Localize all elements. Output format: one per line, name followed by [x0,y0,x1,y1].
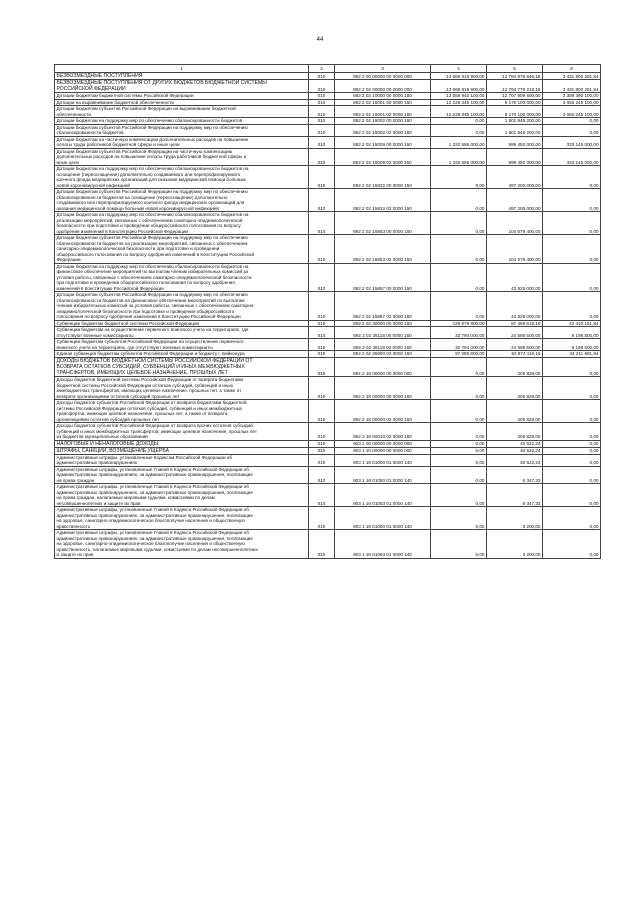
table-row [55,327,601,339]
approved-amount-cell: 0,00 [431,263,487,292]
budget-code-cell: 892 2 02 15857 02 0000 150 [335,292,431,321]
budget-code-cell: 903 1 16 01000 01 0000 140 [335,454,431,466]
unexecuted-amount-cell: 0,00 [543,507,601,530]
table-row [55,148,601,166]
table-row [55,235,601,264]
line-code-cell: 010 [309,400,335,423]
table-row [55,80,601,93]
budget-code-cell: 892 2 02 15832 02 0000 150 [335,189,431,212]
table-row [55,263,601,292]
executed-amount-cell: 999 450 000,00 [487,136,543,148]
line-code-cell: 010 [309,73,335,80]
approved-amount-cell: 13 668 819 900,00 [431,80,487,93]
approved-amount-cell: 0,00 [431,507,487,530]
income-name-cell: Субвенции бюджетам субъектов Российской Федерации на осуществление первичного воинского учета на территориях, где отсутствуют военные комиссариаты [55,339,309,351]
line-code-cell: 010 [309,136,335,148]
budget-code-cell: 903 1 00 00000 00 0000 000 [335,440,431,447]
unexecuted-amount-cell: 0,00 [543,447,601,454]
income-name-cell: Дотации бюджетам субъектов Российской Федерации на поддержку мер по обеспечению сбалансированности бюджетов на реализацию мероприятий, связанных с обеспечением санитарно-эпидемиологической безопасности при подготовке и проведении общероссийского голосования по вопросу одобрения изменений в Конституцию Российской Федерации [55,235,309,264]
income-name-cell: БЕЗВОЗМЕЗДНЫЕ ПОСТУПЛЕНИЯ [55,73,309,80]
unexecuted-amount-cell: 0,00 [543,124,601,136]
approved-amount-cell: 32 794 000,00 [431,327,487,339]
executed-amount-cell: 12 794 770 218,18 [487,80,543,93]
unexecuted-amount-cell: 0,00 [543,377,601,400]
income-name-cell: Единая субвенция бюджетам субъектов Российской Федерации и бюджету г. Байконура [55,351,309,358]
line-code-cell: 010 [309,80,335,93]
line-code-cell: 010 [309,166,335,189]
budget-code-cell: 892 2 02 15853 02 0000 150 [335,235,431,264]
table-row [55,73,601,80]
approved-amount-cell: 129 879 800,00 [431,320,487,327]
column-header: 4 [431,65,487,73]
approved-amount-cell: 0,00 [431,377,487,400]
unexecuted-amount-cell: 0,00 [543,212,601,235]
executed-amount-cell: 3 200,00 [487,530,543,559]
line-code-cell: 010 [309,447,335,454]
line-code-cell: 010 [309,454,335,466]
approved-amount-cell: 0,00 [431,235,487,264]
executed-amount-cell: 12 784 976 946,18 [487,73,543,80]
executed-amount-cell: 62 874 118,16 [487,351,543,358]
unexecuted-amount-cell: 42 410 181,84 [543,320,601,327]
line-code-cell: 010 [309,377,335,400]
table-row [55,124,601,136]
income-name-cell: Доходы бюджетов субъектов Российской Федерации от возврата бюджетами бюджетной системы Российской Федерации остатков субсидий, субвенций и иных межбюджетных трансфертов, имеющих целевое назначение, прошлых лет, а также от возврата организациями остатков субсидий прошлых лет [55,400,309,423]
unexecuted-amount-cell: 0,00 [543,440,601,447]
approved-amount-cell: 0,00 [431,423,487,441]
budget-table [54,64,601,559]
line-code-cell: 010 [309,263,335,292]
unexecuted-amount-cell: 8 198 500,00 [543,339,601,351]
unexecuted-amount-cell: 0,00 [543,400,601,423]
executed-amount-cell: 12 707 909 600,00 [487,93,543,100]
approved-amount-cell: 12 226 345 100,00 [431,99,487,106]
unexecuted-amount-cell: 333 145 000,00 [543,148,601,166]
executed-amount-cell: 999 450 000,00 [487,148,543,166]
budget-code-cell: 892 2 02 15853 00 0000 150 [335,212,431,235]
line-code-cell: 010 [309,351,335,358]
budget-code-cell: 892 2 18 00000 00 0000 000 [335,357,431,376]
line-code-cell: 010 [309,118,335,125]
income-name-cell: Дотации бюджетам на поддержку мер по обеспечению сбалансированности бюджетов [55,118,309,125]
executed-amount-cell: 205 828,00 [487,377,543,400]
unexecuted-amount-cell: 3 389 390 100,00 [543,93,601,100]
budget-code-cell: 892 2 02 15857 00 0000 150 [335,263,431,292]
budget-code-cell: 892 2 02 35118 02 0000 150 [335,339,431,351]
approved-amount-cell: 13 558 940 100,00 [431,93,487,100]
line-code-cell: 010 [309,530,335,559]
executed-amount-cell: 104 679 400,00 [487,212,543,235]
approved-amount-cell: 12 226 345 100,00 [431,106,487,118]
line-code-cell: 010 [309,106,335,118]
table-row [55,292,601,321]
approved-amount-cell: 1 332 595 000,00 [431,148,487,166]
income-name-cell: Дотации бюджетам субъектов Российской Федерации на частичную компенсацию дополнительных расходов на повышение оплаты труда работников бюджетной сферы и иные цели [55,148,309,166]
income-name-cell: Дотации бюджетам субъектов Российской Федерации на выравнивание бюджетной обеспеченности [55,106,309,118]
budget-code-cell: 892 2 02 15002 00 0000 150 [335,118,431,125]
executed-amount-cell: 205 828,00 [487,423,543,441]
budget-code-cell: 892 2 02 10000 00 0000 150 [335,93,431,100]
approved-amount-cell: 32 794 000,00 [431,339,487,351]
budget-code-cell: 892 2 02 15009 02 0000 150 [335,148,431,166]
unexecuted-amount-cell: 3 431 800 281,84 [543,80,601,93]
budget-code-cell: 892 2 02 15009 00 0000 150 [335,136,431,148]
column-number-row [55,65,601,73]
income-name-cell: Административные штрафы, установленные Главой 6 Кодекса Российской Федерации об административных правонарушениях, за административные правонарушения, посягающие на здоровье, санитарно-эпидемиологическое благополучие населения и общественную нравственность, налагаемые мировыми судьями, комиссиями по делам несовершеннолетних и защите их прав [55,530,309,559]
executed-amount-cell: 3 200,00 [487,507,543,530]
line-code-cell: 010 [309,235,335,264]
column-header: 5 [487,65,543,73]
income-name-cell: Дотации бюджетам на поддержку мер по обеспечению сбалансированности бюджетов на оснащение (переоснащение) дополнительно создаваемого или перепрофилируемого коечного фонда медицинских организаций для оказания медицинской помощи больным новой коронавирусной инфекцией [55,166,309,189]
income-name-cell: Дотации бюджетам бюджетной системы Российской Федерации [55,93,309,100]
unexecuted-amount-cell: 333 145 000,00 [543,136,601,148]
unexecuted-amount-cell: 3 431 800 281,84 [543,73,601,80]
budget-code-cell: 892 2 02 15001 02 0000 150 [335,106,431,118]
table-row [55,484,601,507]
line-code-cell: 010 [309,327,335,339]
executed-amount-cell: 40 522,24 [487,440,543,447]
line-code-cell: 010 [309,357,335,376]
approved-amount-cell: 0,00 [431,400,487,423]
page-number: 44 [316,37,324,43]
approved-amount-cell: 0,00 [431,454,487,466]
approved-amount-cell: 0,00 [431,447,487,454]
table-row [55,447,601,454]
unexecuted-amount-cell: 0,00 [543,166,601,189]
approved-amount-cell: 0,00 [431,124,487,136]
executed-amount-cell: 40 522,24 [487,447,543,454]
executed-amount-cell: 205 828,00 [487,357,543,376]
approved-amount-cell: 0,00 [431,166,487,189]
line-code-cell: 010 [309,93,335,100]
line-code-cell: 010 [309,292,335,321]
line-code-cell: 010 [309,339,335,351]
column-header: 3 [335,65,431,73]
line-code-cell: 010 [309,507,335,530]
income-name-cell: Дотации бюджетам субъектов Российской Федерации на поддержку мер по обеспечению сбалансированности бюджетов [55,124,309,136]
line-code-cell: 010 [309,440,335,447]
approved-amount-cell: 1 332 595 000,00 [431,136,487,148]
table-row [55,212,601,235]
income-name-cell: БЕЗВОЗМЕЗДНЫЕ ПОСТУПЛЕНИЯ ОТ ДРУГИХ БЮДЖЕТОВ БЮДЖЕТНОЙ СИСТЕМЫ РОССИЙСКОЙ ФЕДЕРАЦИИ [55,80,309,93]
line-code-cell: 010 [309,99,335,106]
budget-code-cell: 892 2 02 15002 02 0000 150 [335,124,431,136]
table-row [55,423,601,441]
table-row [55,440,601,447]
table-row [55,189,601,212]
approved-amount-cell: 0,00 [431,440,487,447]
unexecuted-amount-cell: 0,00 [543,530,601,559]
unexecuted-amount-cell: 0,00 [543,118,601,125]
budget-code-cell: 892 2 02 30000 00 0000 150 [335,320,431,327]
budget-code-cell: 892 2 18 00000 02 0000 150 [335,400,431,423]
executed-amount-cell: 6 347,33 [487,484,543,507]
income-name-cell: Дотации бюджетам на частичную компенсацию дополнительных расходов на повышение оплаты труда работников бюджетной сферы и иные цели [55,136,309,148]
executed-amount-cell: 9 170 100 000,00 [487,99,543,106]
approved-amount-cell: 0,00 [431,118,487,125]
income-name-cell: Доходы бюджетов бюджетной системы Российской Федерации от возврата бюджетами бюджетной системы Российской Федерации остатков субсидий, субвенций и иных межбюджетных трансфертов, имеющих целевое назначение, прошлых лет, а также от возврата организациями остатков субсидий прошлых лет [55,377,309,400]
budget-code-cell: 892 2 02 15832 00 0000 150 [335,166,431,189]
unexecuted-amount-cell: 0,00 [543,263,601,292]
budget-code-cell: 903 1 16 00000 00 0000 000 [335,447,431,454]
executed-amount-cell: 205 828,00 [487,400,543,423]
executed-amount-cell: 43 925 000,00 [487,263,543,292]
table-row [55,339,601,351]
income-name-cell: Административные штрафы, установленные Главой 5 Кодекса Российской Федерации об административных правонарушениях, за административные правонарушения, посягающие на права граждан, налагаемые мировыми судьями, комиссиями по делам несовершеннолетних и защите их прав [55,484,309,507]
budget-code-cell: 903 1 16 01060 01 0000 140 [335,507,431,530]
unexecuted-amount-cell: 0,00 [543,357,601,376]
table-row [55,466,601,484]
table-row [55,136,601,148]
unexecuted-amount-cell: 0,00 [543,235,601,264]
executed-amount-cell: 87 469 618,16 [487,320,543,327]
unexecuted-amount-cell: 0,00 [543,484,601,507]
income-name-cell: Административные штрафы, установленные Главой 5 Кодекса Российской Федерации об административных правонарушениях, за административные правонарушения, посягающие на права граждан [55,466,309,484]
budget-code-cell: 903 1 16 01053 01 0000 140 [335,484,431,507]
income-name-cell: Доходы бюджетов субъектов Российской Федерации от возврата прочих остатков субсидий, субвенций и иных межбюджетных трансфертов, имеющих целевое назначение, прошлых лет из бюджетов муниципальных образований [55,423,309,441]
line-code-cell: 010 [309,212,335,235]
line-code-cell: 010 [309,484,335,507]
unexecuted-amount-cell: 3 056 245 100,00 [543,106,601,118]
executed-amount-cell: 6 347,33 [487,466,543,484]
executed-amount-cell: 497 200 000,00 [487,166,543,189]
budget-code-cell: 892 2 18 60010 02 0000 150 [335,423,431,441]
table-row [55,357,601,376]
executed-amount-cell: 1 901 946 200,00 [487,124,543,136]
income-name-cell: Субвенции бюджетам бюджетной системы Российской Федерации [55,320,309,327]
approved-amount-cell: 0,00 [431,357,487,376]
unexecuted-amount-cell: 34 211 681,84 [543,351,601,358]
executed-amount-cell: 43 925 000,00 [487,292,543,321]
approved-amount-cell: 0,00 [431,530,487,559]
table-row [55,400,601,423]
income-name-cell: Административные штрафы, установленные Главой 6 Кодекса Российской Федерации об административных правонарушениях, за административные правонарушения, посягающие на здоровье, санитарно-эпидемиологическое благополучие населения и общественную нравственность [55,507,309,530]
unexecuted-amount-cell: 0,00 [543,292,601,321]
table-row [55,530,601,559]
executed-amount-cell: 497 200 000,00 [487,189,543,212]
column-header: 6 [543,65,601,73]
executed-amount-cell: 104 679 400,00 [487,235,543,264]
unexecuted-amount-cell: 3 056 245 100,00 [543,99,601,106]
column-header: 1 [55,65,309,73]
executed-amount-cell: 40 522,24 [487,454,543,466]
table-body [55,73,601,559]
line-code-cell: 010 [309,320,335,327]
income-name-cell: Дотации на выравнивание бюджетной обеспеченности [55,99,309,106]
approved-amount-cell: 0,00 [431,484,487,507]
table-row [55,166,601,189]
income-name-cell: Административные штрафы, установленные Кодексом Российской Федерации об административных правонарушениях [55,454,309,466]
line-code-cell: 010 [309,148,335,166]
line-code-cell: 010 [309,466,335,484]
approved-amount-cell: 13 668 819 900,00 [431,73,487,80]
approved-amount-cell: 0,00 [431,466,487,484]
table-row [55,454,601,466]
budget-code-cell: 892 2 02 35900 02 0000 150 [335,351,431,358]
unexecuted-amount-cell: 8 198 500,00 [543,327,601,339]
budget-code-cell: 903 1 16 01050 01 0000 140 [335,466,431,484]
income-name-cell: Дотации бюджетам субъектов Российской Федерации на поддержку мер по обеспечению сбалансированности бюджетов на оснащение (переоснащение) дополнительно создаваемого или перепрофилируемого коечного фонда медицинских организаций для оказания медицинской помощи больным новой коронавирусной инфекцией [55,189,309,212]
income-name-cell: Дотации бюджетам субъектов Российской Федерации на поддержку мер по обеспечению сбалансированности бюджетов на финансовое обеспечение мероприятий по выплатам членам избирательных комиссий за условия работы, связанные с обеспечением санитарно- эпидемиологической безопасности при подготовке и проведении общероссийского голосования по вопросу одобрения изменений в Конституцию Российской Федерации [55,292,309,321]
income-name-cell: Дотации бюджетам на поддержку мер по обеспечению сбалансированности бюджетов на финансовое обеспечение мероприятий по выплатам членам избирательных комиссий за условия работы, связанные с обеспечением санитарно-эпидемиологической безопасности при подготовке и проведении общероссийского голосования по вопросу одобрения изменений в Конституцию Российской Федерации [55,263,309,292]
unexecuted-amount-cell: 0,00 [543,454,601,466]
table-row [55,507,601,530]
approved-amount-cell: 0,00 [431,292,487,321]
unexecuted-amount-cell: 0,00 [543,466,601,484]
line-code-cell: 010 [309,189,335,212]
table-row [55,106,601,118]
budget-code-cell: 892 2 02 00000 00 0000 000 [335,80,431,93]
executed-amount-cell: 24 595 500,00 [487,339,543,351]
line-code-cell: 010 [309,124,335,136]
income-name-cell: НАЛОГОВЫЕ И НЕНАЛОГОВЫЕ ДОХОДЫ [55,440,309,447]
income-name-cell: ДОХОДЫ БЮДЖЕТОВ БЮДЖЕТНОЙ СИСТЕМЫ РОССИЙСКОЙ ФЕДЕРАЦИИ ОТ ВОЗВРАТА ОСТАТКОВ СУБСИДИЙ, СУБВЕНЦИЙ И ИНЫХ МЕЖБЮДЖЕТНЫХ ТРАНСФЕРТОВ, ИМЕЮЩИХ ЦЕЛЕВОЕ НАЗНАЧЕНИЕ, ПРОШЛЫХ ЛЕТ [55,357,309,376]
income-name-cell: Дотации бюджетам на поддержку мер по обеспечению сбалансированности бюджетов на реализацию мероприятий, связанных с обеспечением санитарно-эпидемиологической безопасности при подготовке и проведении общероссийского голосования по вопросу одобрения изменений в Конституцию Российской Федерации [55,212,309,235]
budget-code-cell: 903 1 16 01063 01 0000 140 [335,530,431,559]
income-name-cell: ШТРАФЫ, САНКЦИИ, ВОЗМЕЩЕНИЕ УЩЕРБА [55,447,309,454]
executed-amount-cell: 9 170 100 000,00 [487,106,543,118]
line-code-cell: 010 [309,423,335,441]
unexecuted-amount-cell: 0,00 [543,189,601,212]
table-row [55,377,601,400]
budget-code-cell: 892 2 00 00000 00 0000 000 [335,73,431,80]
budget-code-cell: 892 2 02 35118 00 0000 150 [335,327,431,339]
unexecuted-amount-cell: 0,00 [543,423,601,441]
executed-amount-cell: 24 595 500,00 [487,327,543,339]
approved-amount-cell: 97 085 800,00 [431,351,487,358]
budget-code-cell: 892 2 18 00000 00 0000 150 [335,377,431,400]
executed-amount-cell: 1 901 946 200,00 [487,118,543,125]
column-header: 2 [309,65,335,73]
income-name-cell: Субвенции бюджетам на осуществление первичного воинского учета на территориях, где отсутствуют военные комиссариаты [55,327,309,339]
budget-code-cell: 892 2 02 15001 00 0000 150 [335,99,431,106]
approved-amount-cell: 0,00 [431,212,487,235]
approved-amount-cell: 0,00 [431,189,487,212]
